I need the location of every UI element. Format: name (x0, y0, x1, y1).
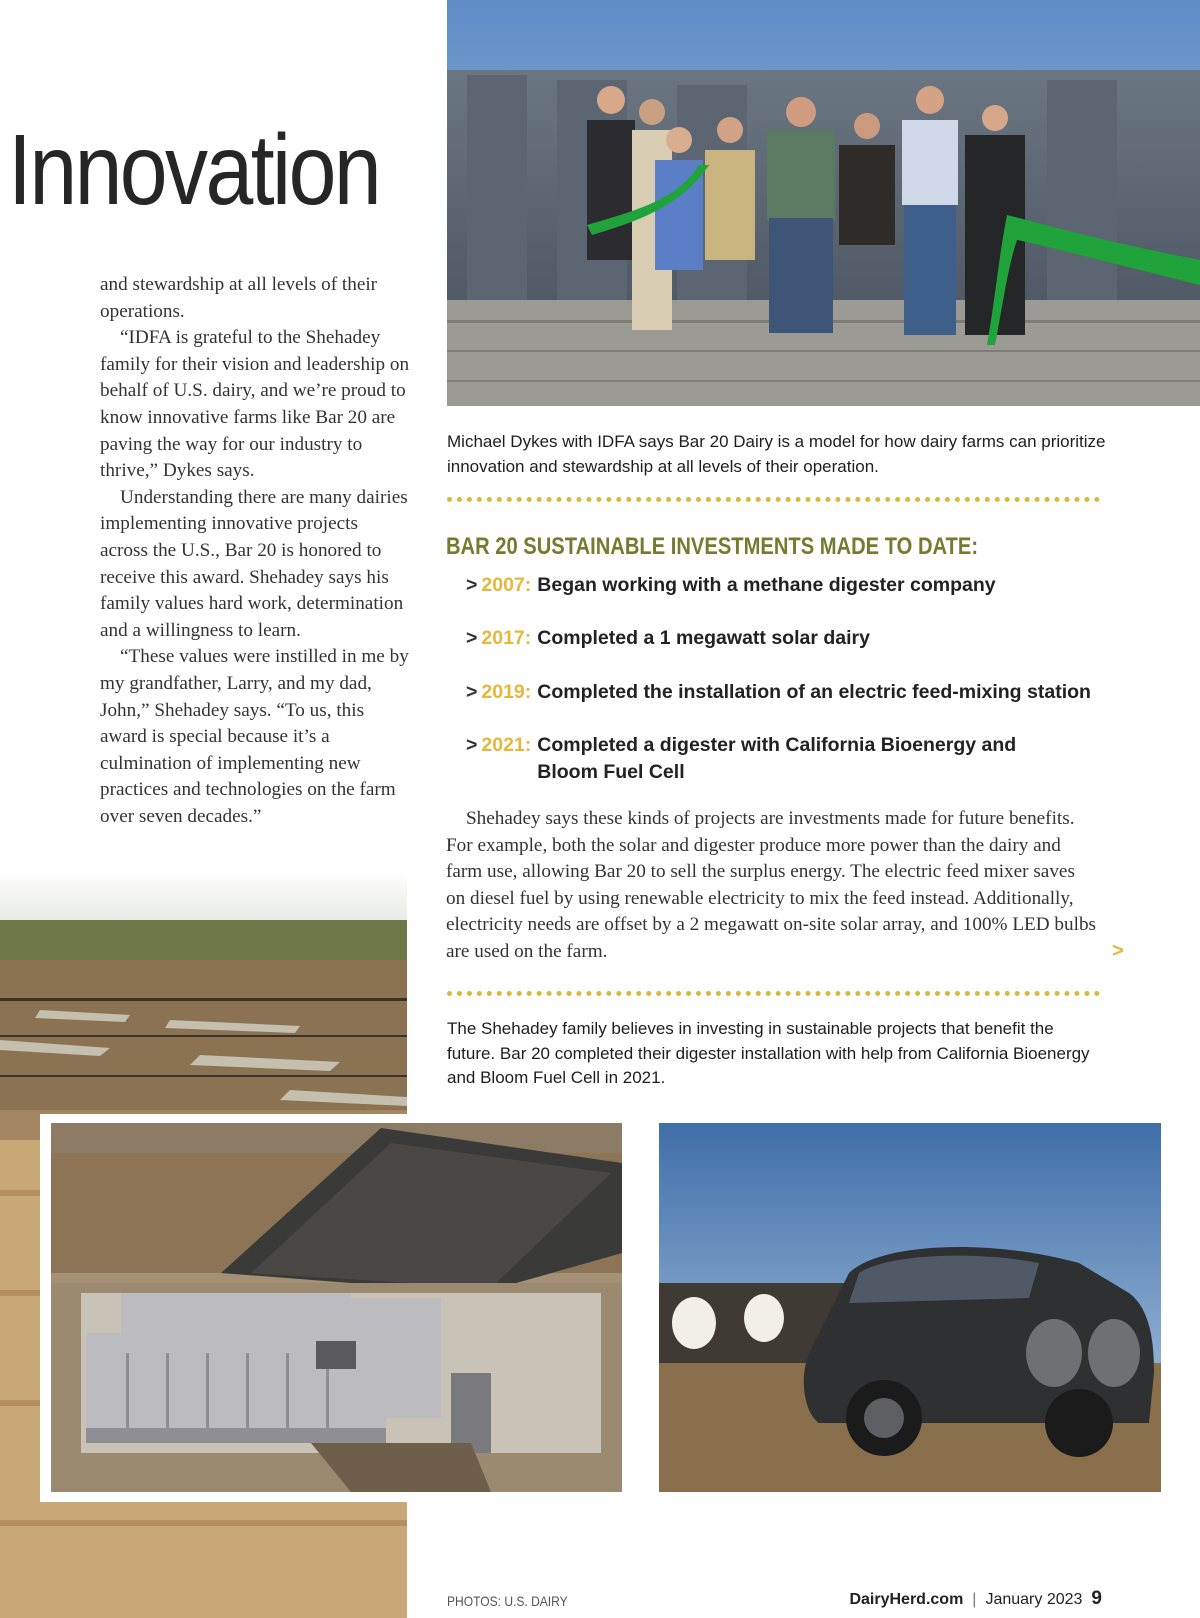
right-paragraph: Shehadey says these kinds of projects are investments made for future benefits. For example, both the solar and digester produce more power than the dairy and farm use, allowing Bar 20 to sell the surplus energy. The electric feed mixer saves on diesel fuel by using renewable electricity to mix the feed instead. Additionally, electricity needs are offset by a 2 megawatt on-site solar array, and 100% LED bulbs are used on the farm. (446, 808, 1097, 962)
item-year: 2007: (481, 574, 532, 596)
investment-item (466, 679, 1126, 706)
item-marker: > (466, 627, 478, 649)
page-number: 9 (1091, 1588, 1102, 1609)
footer-separator: | (972, 1591, 977, 1608)
page-footer (849, 1588, 1102, 1610)
issue-date: January 2023 (985, 1591, 1083, 1608)
item-text: Completed a digester with California Bioenergy and Bloom Fuel Cell (537, 734, 1017, 783)
left-paragraph: “IDFA is grateful to the Shehadey family for their vision and leadership on behalf of U.S. dairy, and we’re proud to know innovative farms like Bar 20 are paving the way for our industry to thrive,” Dykes says. (100, 327, 410, 482)
photo-credit: PHOTOS: U.S. DAIRY (447, 1593, 568, 1609)
item-year: 2021: (481, 734, 532, 756)
dotted-divider (447, 991, 1100, 996)
page-headline: Innovation (8, 114, 380, 226)
left-paragraph: Understanding there are many dairies implementing innovative projects across the U.S., Bar 20 is honored to receive this award. Shehadey says his family values hard work, determination and a willingness to learn. (100, 486, 408, 641)
dotted-divider (447, 497, 1100, 502)
item-marker: > (466, 681, 478, 703)
item-text: Began working with a methane digester company (537, 574, 996, 596)
item-marker: > (466, 734, 478, 756)
fuel-cell-installation-photo (51, 1123, 622, 1492)
item-text: Completed a 1 megawatt solar dairy (537, 627, 870, 649)
site-name: DairyHerd.com (849, 1591, 964, 1608)
item-year: 2017: (481, 627, 532, 649)
right-article-body (446, 806, 1096, 966)
continue-arrow: > (1112, 940, 1124, 962)
investment-item (466, 732, 1066, 785)
aerial-dairy-photo (0, 870, 407, 1110)
investments-title: BAR 20 SUSTAINABLE INVESTMENTS MADE TO DATE: (446, 533, 979, 560)
bottom-caption: The Shehadey family believes in investing in sustainable projects that benefit the future. Bar 20 completed their digester installation with help from California Bioenergy and Bloom Fuel Cell in 2021. (447, 1019, 1090, 1087)
top-photo-caption: Michael Dykes with IDFA says Bar 20 Dairy is a model for how dairy farms can prioritize innovation and stewardship at all levels of their operation. (447, 432, 1106, 476)
item-year: 2019: (481, 681, 532, 703)
ribbon-cutting-photo (447, 0, 1200, 406)
left-paragraph: “These values were instilled in me by my grandfather, Larry, and my dad, John,” Shehadey says. “To us, this award is special because it’s a culmination of implementing new practices and technologies on the farm over seven decades.” (100, 646, 409, 827)
left-article-column (100, 272, 410, 830)
left-paragraph: and stewardship at all levels of their operations. (100, 274, 378, 322)
item-text: Completed the installation of an electric feed-mixing station (537, 681, 1091, 703)
investment-item (466, 572, 1126, 599)
investment-item (466, 625, 1126, 652)
electric-vehicle-photo (659, 1123, 1161, 1492)
item-marker: > (466, 574, 478, 596)
